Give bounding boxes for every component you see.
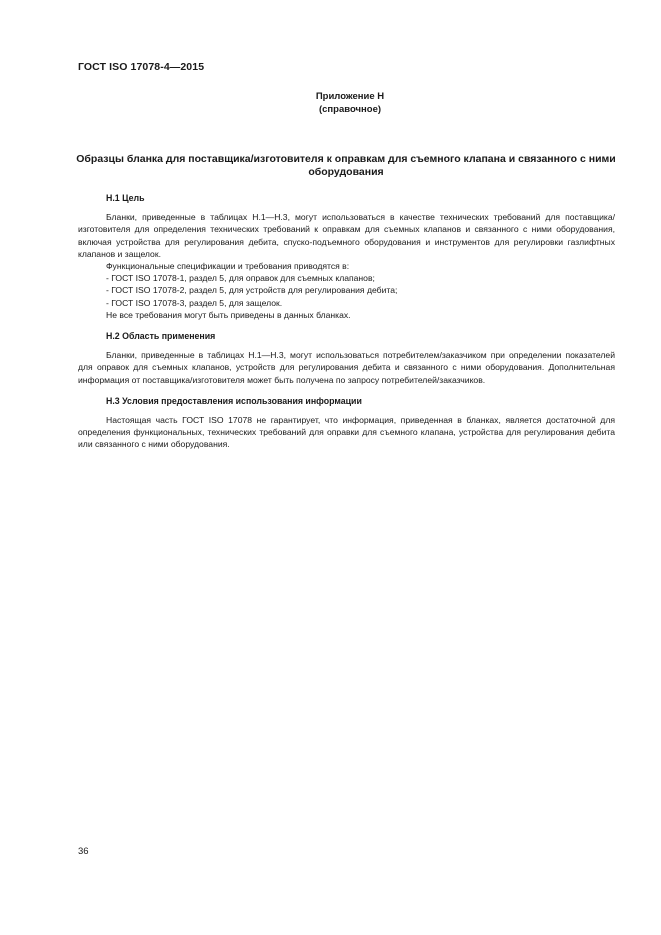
list-item: - ГОСТ ISO 17078-1, раздел 5, для оправок для съемных клапанов; bbox=[106, 273, 375, 284]
paragraph: Не все требования могут быть приведены в данных бланках. bbox=[106, 309, 351, 320]
paragraph: Бланки, приведенные в таблицах Н.1—Н.3, могут использоваться в качестве технических требований для поставщика/изготовителя для определения технических требований к оправкам для съемных клапанов и связанного с ними оборудования, включая устройства для регулирования дебита, спуско-подъемного оборудования и инструментов для регулировки газлифтных клапанов и защелок. bbox=[78, 212, 615, 259]
section-h2 bbox=[78, 330, 615, 386]
section-h1 bbox=[78, 192, 615, 321]
annex-heading bbox=[200, 91, 500, 116]
paragraph: Настоящая часть ГОСТ ISO 17078 не гарантирует, что информация, приведенная в бланках, является достаточной для определения функциональных, технических требований для оправки для съемного клапана, устройства для регулирования дебита или связанного с ними оборудования. bbox=[78, 415, 615, 450]
document-code: ГОСТ ISO 17078-4—2015 bbox=[78, 61, 205, 73]
list-item: - ГОСТ ISO 17078-3, раздел 5, для защелок. bbox=[106, 297, 283, 308]
main-title: Образцы бланка для поставщика/изготовителя к оправкам для съемного клапана и связанного с ними оборудования bbox=[76, 153, 616, 178]
page-number: 36 bbox=[78, 846, 89, 857]
paragraph: Бланки, приведенные в таблицах Н.1—Н.3, могут использоваться потребителем/заказчиком при определении показателей для оправок для съемных клапанов, устройств для регулирования дебита и связанного с ними оборудования. Дополнительная информация от поставщика/изготовителя может быть получена по запросу потребителей/заказчиков. bbox=[78, 350, 615, 385]
paragraph: Функциональные спецификации и требования приводятся в: bbox=[106, 261, 350, 272]
list-item: - ГОСТ ISO 17078-2, раздел 5, для устройств для регулирования дебита; bbox=[106, 285, 398, 296]
annex-title: Приложение Н bbox=[315, 91, 385, 102]
document-body bbox=[78, 192, 615, 451]
section-title: Н.3 Условия предоставления использования информации bbox=[106, 395, 362, 406]
annex-type: (справочное) bbox=[318, 103, 382, 115]
section-h3 bbox=[78, 395, 615, 451]
section-title: Н.2 Область применения bbox=[106, 331, 216, 342]
section-title: Н.1 Цель bbox=[106, 193, 145, 203]
